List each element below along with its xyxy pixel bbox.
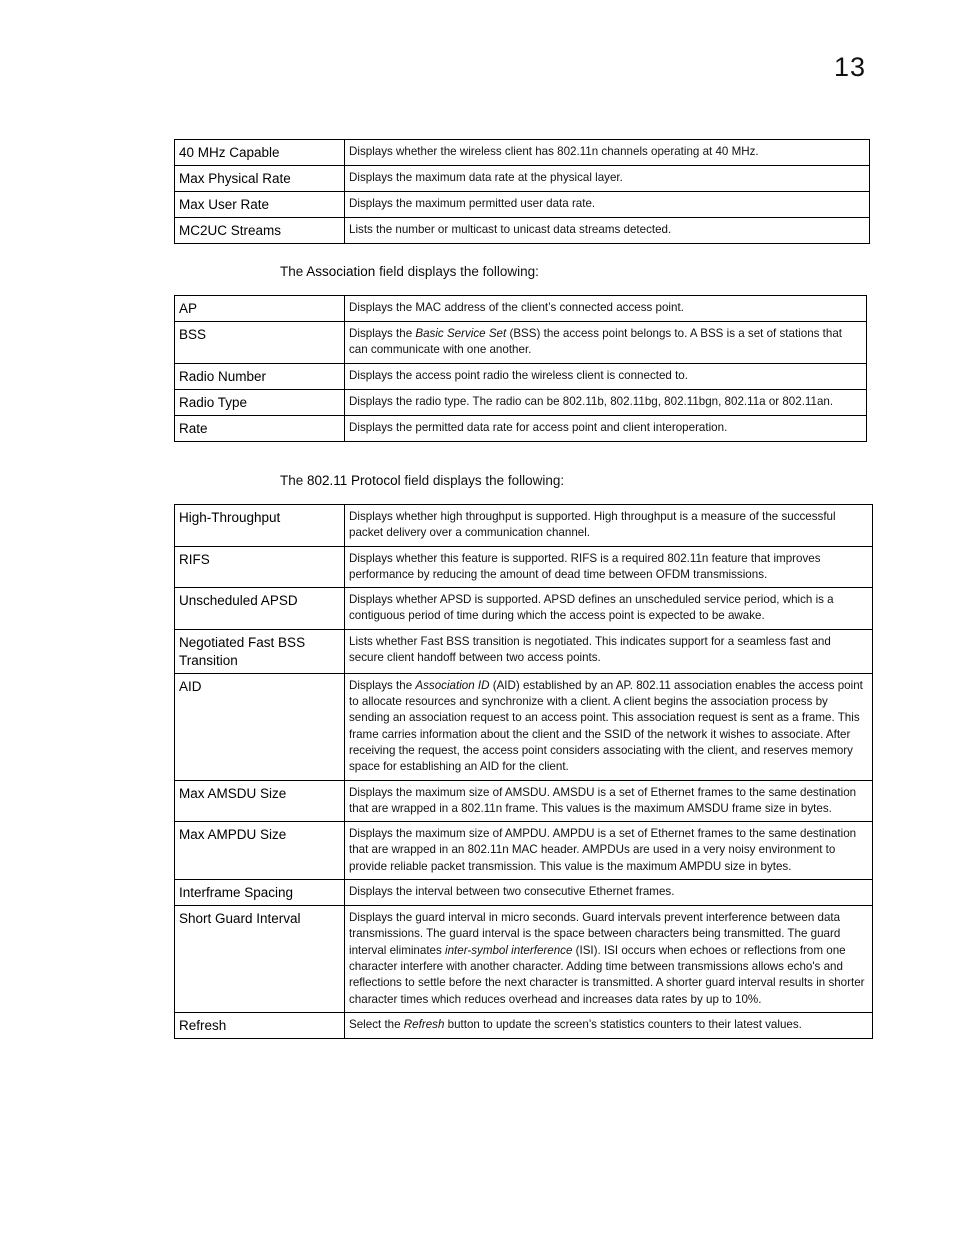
term-cell: Radio Type [175, 389, 345, 415]
table-row [175, 1012, 873, 1038]
table-row [175, 192, 870, 218]
protocol-intro: The 802.11 Protocol field displays the following: [280, 473, 565, 488]
table-row [175, 546, 873, 588]
table-row [175, 415, 867, 441]
description-cell: Displays whether high throughput is supported. High throughput is a measure of the successful packet delivery over a communication channel. [345, 505, 873, 547]
table-row [175, 629, 873, 673]
table-row [175, 218, 870, 244]
table-row [175, 166, 870, 192]
term-cell: MC2UC Streams [175, 218, 345, 244]
table-row [175, 363, 867, 389]
table-row [175, 780, 873, 822]
field-name: 802.11 Protocol [307, 473, 401, 488]
table-row [175, 822, 873, 880]
rates-table [174, 139, 870, 244]
table-row [175, 140, 870, 166]
description-cell: Displays the Basic Service Set (BSS) the access point belongs to. A BSS is a set of stations that can communicate with one another. [345, 322, 867, 364]
term-cell: AID [175, 673, 345, 780]
term-cell: Max User Rate [175, 192, 345, 218]
table-row [175, 389, 867, 415]
chapter-number: 13 [833, 52, 867, 82]
association-table [174, 295, 867, 442]
description-cell: Displays the radio type. The radio can be 802.11b, 802.11bg, 802.11bgn, 802.11a or 802.11an. [345, 389, 867, 415]
term-cell: Rate [175, 415, 345, 441]
association-intro: The Association field displays the following: [280, 264, 539, 279]
term-cell: Short Guard Interval [175, 906, 345, 1013]
term-cell: Max AMPDU Size [175, 822, 345, 880]
table-row [175, 296, 867, 322]
table-row [175, 673, 873, 780]
description-cell: Displays the maximum permitted user data rate. [345, 192, 870, 218]
term-cell: Max AMSDU Size [175, 780, 345, 822]
description-cell: Select the Refresh button to update the screen’s statistics counters to their latest values. [345, 1012, 873, 1038]
table-row [175, 322, 867, 364]
description-cell: Displays whether this feature is supported. RIFS is a required 802.11n feature that improves performance by reducing the amount of dead time between OFDM transmissions. [345, 546, 873, 588]
description-cell: Lists whether Fast BSS transition is negotiated. This indicates support for a seamless fast and secure client handoff between two access points. [345, 629, 873, 673]
description-cell: Displays the maximum size of AMPDU. AMPDU is a set of Ethernet frames to the same destination that are wrapped in an 802.11n MAC header. AMPDUs are used in a very noisy environment to provide reliable packet transmission. This value is the maximum AMPDU size in bytes. [345, 822, 873, 880]
term-cell: Radio Number [175, 363, 345, 389]
description-cell: Displays the interval between two consecutive Ethernet frames. [345, 880, 873, 906]
term-cell: Max Physical Rate [175, 166, 345, 192]
term-cell: AP [175, 296, 345, 322]
term-cell: BSS [175, 322, 345, 364]
description-cell: Displays the access point radio the wireless client is connected to. [345, 363, 867, 389]
table-row [175, 906, 873, 1013]
table-row [175, 880, 873, 906]
description-cell: Displays the maximum data rate at the physical layer. [345, 166, 870, 192]
description-cell: Displays the guard interval in micro seconds. Guard intervals prevent interference between data transmissions. The guard interval is the space between characters being transmitted. The guard interval eliminates inter-symbol interference (ISI). ISI occurs when echoes or reflections from one character interfere with another character. Adding time between transmissions allows echo's and reflections to settle before the next character is transmitted. A shorter guard interval results in shorter character times which reduces overhead and increases data rates by up to 10%. [345, 906, 873, 1013]
table-row [175, 505, 873, 547]
description-cell: Displays the permitted data rate for access point and client interoperation. [345, 415, 867, 441]
term-cell: RIFS [175, 546, 345, 588]
description-cell: Displays the maximum size of AMSDU. AMSDU is a set of Ethernet frames to the same destination that are wrapped in a 802.11n frame. This values is the maximum AMSDU frame size in bytes. [345, 780, 873, 822]
description-cell: Displays the Association ID (AID) established by an AP. 802.11 association enables the access point to allocate resources and synchronize with a client. A client begins the association process by sending an association request to an access point. This association request is sent as a frame. This frame carries information about the client and the SSID of the network it wishes to associate. After receiving the request, the access point considers associating with the client, and reserves memory space for establishing an AID for the client. [345, 673, 873, 780]
term-cell: Negotiated Fast BSS Transition [175, 629, 345, 673]
term-cell: Interframe Spacing [175, 880, 345, 906]
description-cell: Lists the number or multicast to unicast data streams detected. [345, 218, 870, 244]
field-name: Association [306, 264, 376, 279]
description-cell: Displays whether the wireless client has 802.11n channels operating at 40 MHz. [345, 140, 870, 166]
table-row [175, 588, 873, 630]
term-cell: 40 MHz Capable [175, 140, 345, 166]
description-cell: Displays whether APSD is supported. APSD defines an unscheduled service period, which is a contiguous period of time during which the access point is expected to be awake. [345, 588, 873, 630]
term-cell: High-Throughput [175, 505, 345, 547]
description-cell: Displays the MAC address of the client’s connected access point. [345, 296, 867, 322]
term-cell: Unscheduled APSD [175, 588, 345, 630]
term-cell: Refresh [175, 1012, 345, 1038]
protocol-table [174, 504, 873, 1039]
